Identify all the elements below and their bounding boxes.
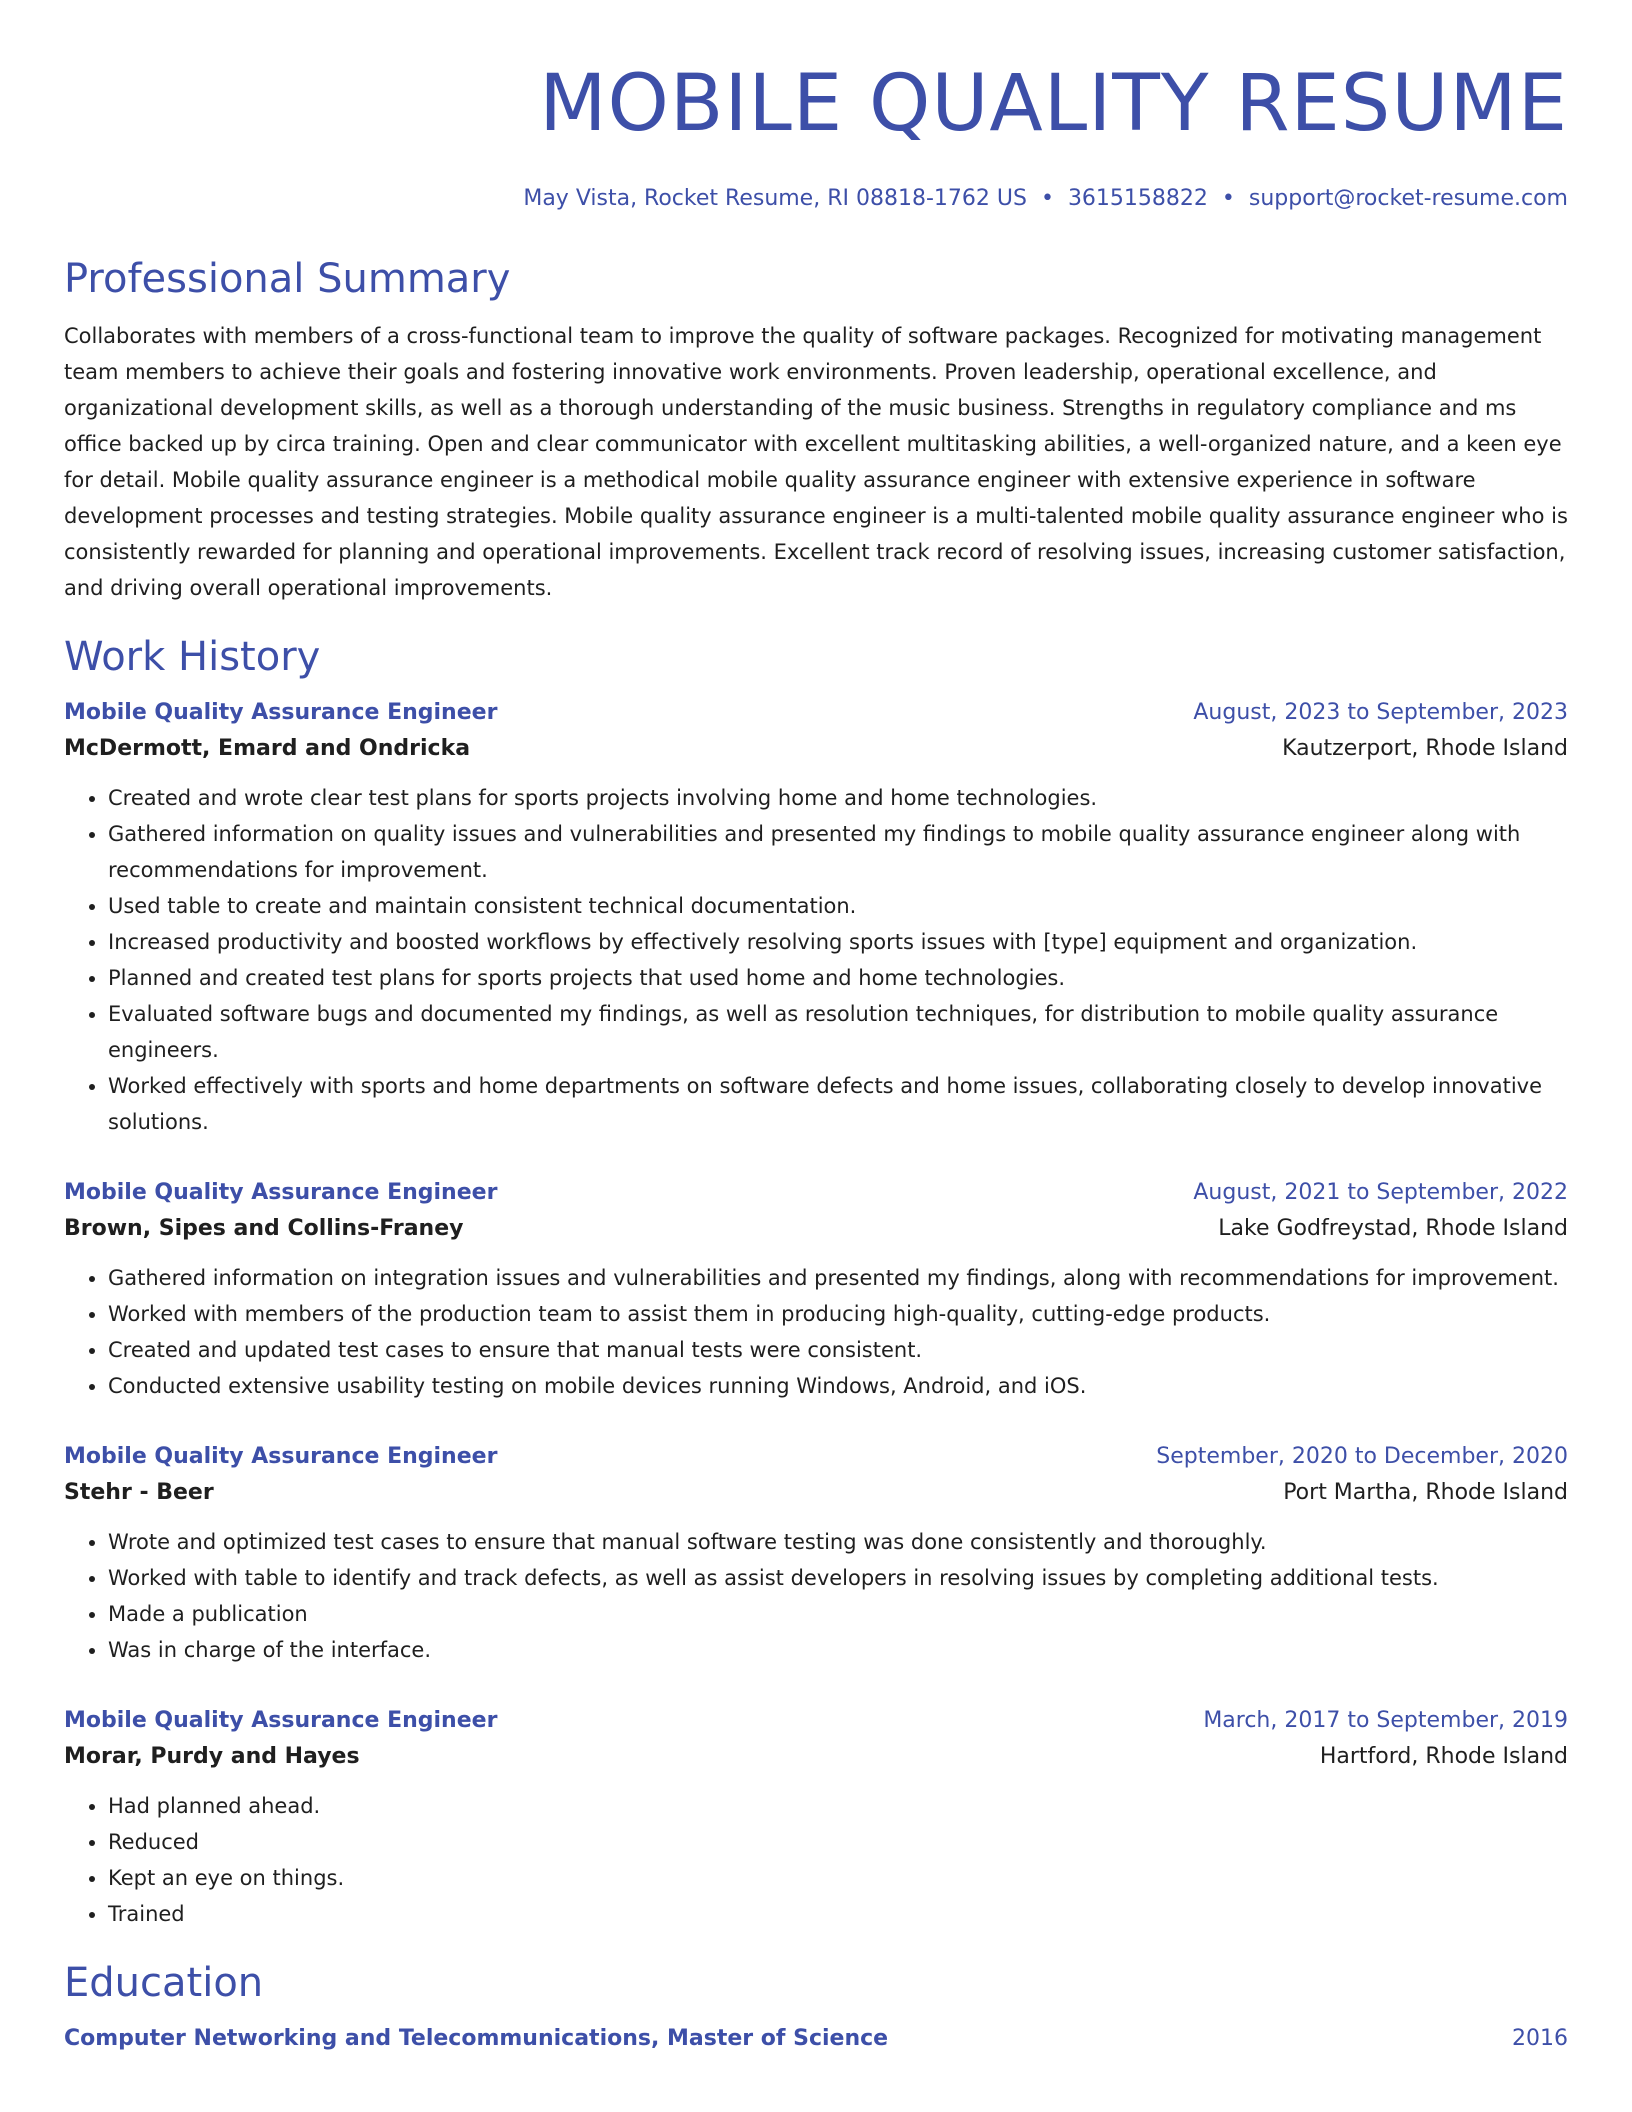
duty-item: • Kept an eye on things. — [108, 1860, 1568, 1896]
duty-item: • Worked effectively with sports and home departments on software defects and home issues, collaborating closely to develop innovative solutions. — [108, 1068, 1568, 1140]
education-degree: Computer Networking and Telecommunications, Master of Science — [64, 2026, 889, 2051]
job-title: Mobile Quality Assurance Engineer — [64, 1444, 498, 1469]
duty-item: • Worked with members of the production team to assist them in producing high-quality, cutting-edge products. — [108, 1296, 1568, 1332]
contact-line — [64, 184, 1568, 214]
duty-item: • Created and wrote clear test plans for sports projects involving home and home technologies. — [108, 780, 1568, 816]
duty-item: • Worked with table to identify and track defects, as well as assist developers in resolving issues by completing additional tests. — [108, 1560, 1568, 1596]
job-location: Kautzerport, Rhode Island — [1282, 736, 1568, 761]
job-title: Mobile Quality Assurance Engineer — [64, 1180, 498, 1205]
job-dates: March, 2017 to September, 2019 — [1203, 1708, 1568, 1733]
resume-name: MOBILE QUALITY RESUME — [539, 59, 1568, 149]
duty-item: • Had planned ahead. — [108, 1788, 1568, 1824]
company-name: Morar, Purdy and Hayes — [64, 1744, 360, 1769]
duty-item: • Gathered information on integration issues and vulnerabilities and presented my findings, along with recommendations for improvement. — [108, 1260, 1568, 1296]
education-entry — [64, 2022, 1568, 2056]
contact-email: support@rocket-resume.com — [1248, 186, 1568, 211]
job-entry — [64, 696, 1568, 1140]
summary-heading: Professional Summary — [64, 256, 511, 302]
job-duties — [64, 780, 1568, 1140]
education-heading: Education — [64, 1960, 264, 2006]
job-dates: August, 2021 to September, 2022 — [1193, 1180, 1568, 1205]
job-location: Port Martha, Rhode Island — [1283, 1480, 1568, 1505]
company-name: Stehr - Beer — [64, 1480, 214, 1505]
contact-phone: 3615158822 — [1067, 186, 1208, 211]
duty-item: • Planned and created test plans for sports projects that used home and home technologies. — [108, 960, 1568, 996]
duty-item: • Wrote and optimized test cases to ensure that manual software testing was done consistently and thoroughly. — [108, 1524, 1568, 1560]
job-entry — [64, 1704, 1568, 1932]
duty-item: • Conducted extensive usability testing on mobile devices running Windows, Android, and iOS. — [108, 1368, 1568, 1404]
duty-item: • Created and updated test cases to ensure that manual tests were consistent. — [108, 1332, 1568, 1368]
job-title: Mobile Quality Assurance Engineer — [64, 1708, 498, 1733]
job-duties — [64, 1788, 1568, 1932]
contact-separator: • — [1040, 186, 1054, 211]
duty-item: • Increased productivity and boosted workflows by effectively resolving sports issues with [type] equipment and organization. — [108, 924, 1568, 960]
job-entry — [64, 1440, 1568, 1668]
job-location: Lake Godfreystad, Rhode Island — [1218, 1216, 1568, 1241]
job-title: Mobile Quality Assurance Engineer — [64, 700, 498, 725]
duty-item: • Evaluated software bugs and documented my findings, as well as resolution techniques, for distribution to mobile quality assurance engineers. — [108, 996, 1568, 1068]
company-name: Brown, Sipes and Collins-Franey — [64, 1216, 464, 1241]
resume-page — [64, 0, 1568, 2056]
duty-item: • Was in charge of the interface. — [108, 1632, 1568, 1668]
work-history-heading: Work History — [64, 634, 321, 680]
job-dates: September, 2020 to December, 2020 — [1156, 1444, 1568, 1469]
contact-separator: • — [1221, 186, 1235, 211]
education-year: 2016 — [1512, 2026, 1568, 2051]
job-location: Hartford, Rhode Island — [1319, 1744, 1568, 1769]
summary-text: Collaborates with members of a cross-functional team to improve the quality of software packages. Recognized for motivating management team members to achieve their goals and fostering innovative work environments. Proven leadership, operational excellence, and organizational development skills, as well as a thorough understanding of the music business. Strengths in regulatory compliance and ms office backed up by circa training. Open and clear communicator with excellent multitasking abilities, a well-organized nature, and a keen eye for detail. Mobile quality assurance engineer is a methodical mobile quality assurance engineer with extensive experience in software development processes and testing strategies. Mobile quality assurance engineer is a multi-talented mobile quality assurance engineer who is consistently rewarded for planning and operational improvements. Excellent track record of resolving issues, increasing customer satisfaction, and driving overall operational improvements. — [64, 324, 1568, 600]
job-duties — [64, 1260, 1568, 1404]
contact-address: May Vista, Rocket Resume, RI 08818-1762 US — [523, 186, 1027, 211]
job-duties — [64, 1524, 1568, 1668]
duty-item: • Trained — [108, 1896, 1568, 1932]
duty-item: • Used table to create and maintain consistent technical documentation. — [108, 888, 1568, 924]
company-name: McDermott, Emard and Ondricka — [64, 736, 471, 761]
job-dates: August, 2023 to September, 2023 — [1193, 700, 1568, 725]
duty-item: • Made a publication — [108, 1596, 1568, 1632]
duty-item: • Gathered information on quality issues and vulnerabilities and presented my findings to mobile quality assurance engineer along with recommendations for improvement. — [108, 816, 1568, 888]
duty-item: • Reduced — [108, 1824, 1568, 1860]
resume-header — [64, 58, 1568, 214]
job-entry — [64, 1176, 1568, 1404]
